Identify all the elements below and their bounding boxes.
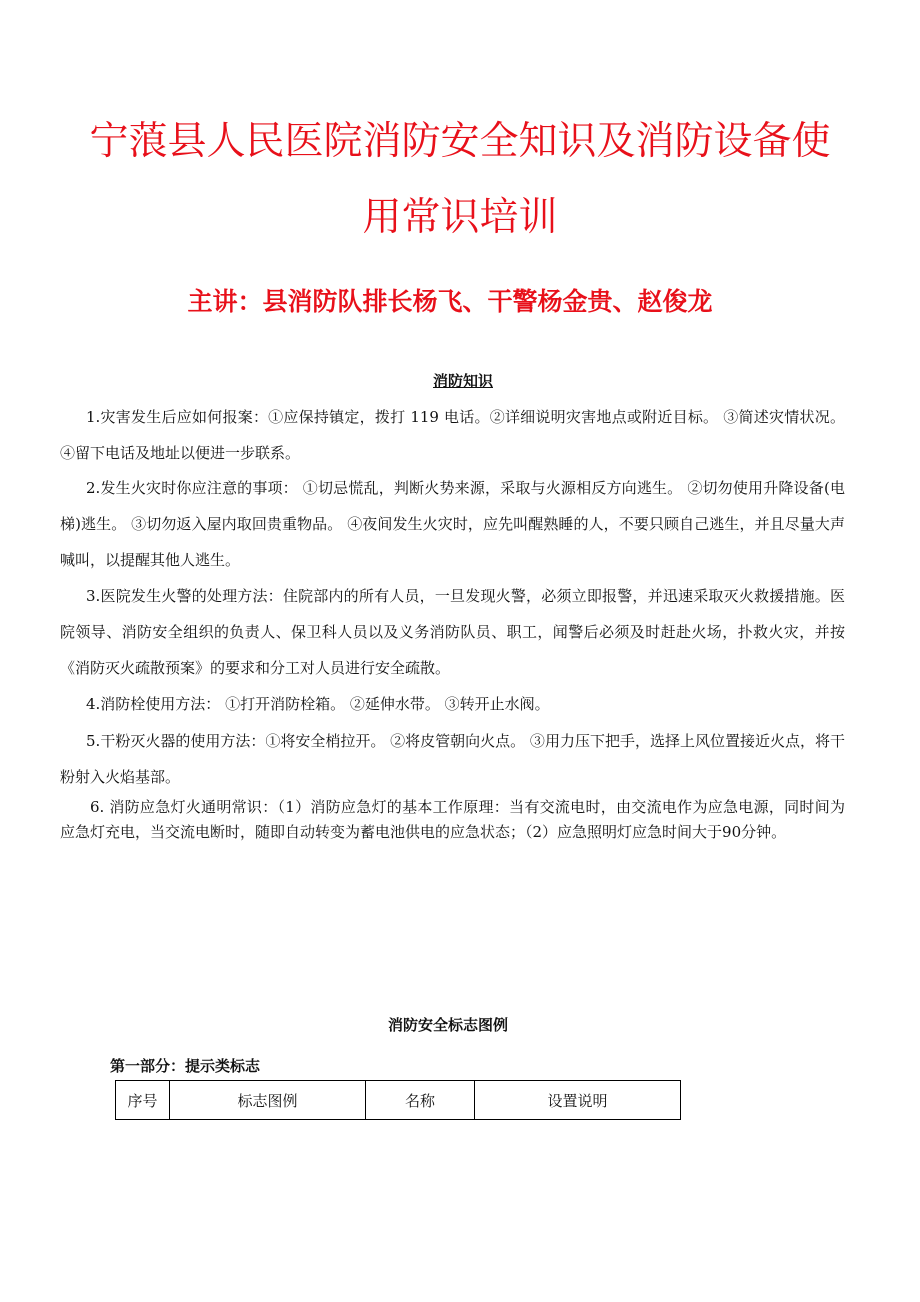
header-cell-index: 序号 bbox=[116, 1081, 170, 1120]
part-one-heading: 第一部分：提示类标志 bbox=[110, 1057, 261, 1075]
paragraph-fire-precautions: 2.发生火灾时你应注意的事项： ①切忌慌乱，判断火势来源，采取与火源相反方向逃生。 ②切勿使用升降设备(电梯)逃生。 ③切勿返入屋内取回贵重物品。 ④夜间发生火灾时，应先叫醒熟睡的人，不要只顾自己逃生，并且尽量大声喊叫，以提醒其他人逃生。 bbox=[60, 479, 845, 569]
signs-section-title: 消防安全标志图例 bbox=[387, 1016, 508, 1034]
signs-table bbox=[115, 1080, 681, 1120]
header-cell-name: 名称 bbox=[366, 1081, 475, 1120]
section-heading-fire-knowledge: 消防知识 bbox=[432, 372, 493, 390]
paragraph-emergency-light: 6. 消防应急灯火通明常识：（1）消防应急灯的基本工作原理：当有交流电时，由交流电作为应急电源，同时间为应急灯充电，当交流电断时，随即自动转变为蓄电池供电的应急状态；（2）应急照明灯应急时间大于90分钟。 bbox=[60, 798, 845, 841]
title-line-2: 用常识培训 bbox=[362, 195, 558, 240]
header-cell-sign-example: 标志图例 bbox=[170, 1081, 366, 1120]
document-title bbox=[40, 104, 880, 256]
paragraph-report-disaster: 1.灾害发生后应如何报案：①应保持镇定，拨打 119 电话。②详细说明灾害地点或附近目标。 ③简述灾情状况。 ④留下电话及地址以便进一步联系。 bbox=[60, 408, 845, 462]
paragraph-extinguisher-usage: 5.干粉灭火器的使用方法：①将安全梢拉开。 ②将皮管朝向火点。 ③用力压下把手，选择上风位置接近火点，将干粉射入火焰基部。 bbox=[60, 732, 845, 786]
table-header-row bbox=[116, 1081, 681, 1120]
paragraph-hydrant-usage: 4.消防栓使用方法： ①打开消防栓箱。 ②延伸水带。 ③转开止水阀。 bbox=[86, 695, 550, 713]
title-line-1: 宁蒗县人民医院消防安全知识及消防设备使 bbox=[89, 119, 831, 164]
header-cell-description: 设置说明 bbox=[475, 1081, 681, 1120]
lecturer-subtitle: 主讲：县消防队排长杨飞、干警杨金贵、赵俊龙 bbox=[187, 287, 713, 316]
paragraph-hospital-fire-alarm: 3.医院发生火警的处理方法：住院部内的所有人员，一旦发现火警，必须立即报警，并迅速采取灭火救援措施。医院领导、消防安全组织的负责人、保卫科人员以及义务消防队员、职工，闻警后必须及时赶赴火场，扑救火灾，并按《消防灭火疏散预案》的要求和分工对人员进行安全疏散。 bbox=[60, 587, 845, 677]
